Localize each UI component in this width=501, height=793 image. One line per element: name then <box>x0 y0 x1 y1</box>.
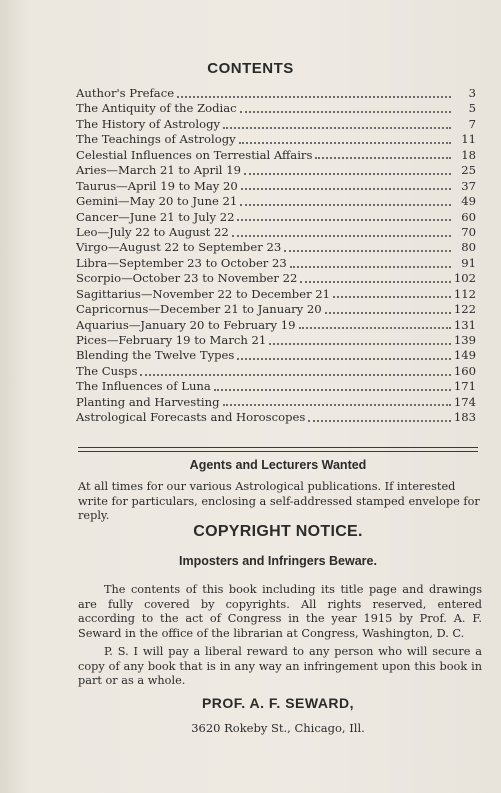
dot-leader <box>315 157 451 159</box>
toc-entry <box>76 287 476 302</box>
dot-leader <box>140 374 450 376</box>
toc-entry-title: Capricornus—December 21 to January 20 <box>76 302 322 317</box>
toc-entry-title: Author's Preface <box>76 86 175 100</box>
toc-entry-page: 139 <box>453 333 476 347</box>
toc-entry-page: 11 <box>461 132 476 147</box>
dot-leader <box>244 173 451 175</box>
toc-entry-title: Celestial Influences on Terrestial Affairs <box>76 147 313 162</box>
divider-rule <box>78 447 478 448</box>
toc-entry-page: 171 <box>453 379 476 394</box>
dot-leader <box>237 358 451 360</box>
toc-entry <box>76 86 476 101</box>
toc-entry-page: 49 <box>461 194 476 209</box>
toc-entry-page: 102 <box>453 271 476 286</box>
toc-entry <box>76 271 476 286</box>
toc-entry-page: 5 <box>468 101 476 116</box>
toc-entry-page: 131 <box>453 317 476 332</box>
dot-leader <box>237 219 451 221</box>
toc-entry-page: 149 <box>453 348 476 363</box>
toc-entry-page: 25 <box>461 163 476 178</box>
dot-leader <box>240 204 451 206</box>
toc-entry-page: 60 <box>461 209 476 224</box>
dot-leader <box>290 266 451 268</box>
dot-leader <box>223 127 451 129</box>
table-of-contents <box>76 86 476 426</box>
dot-leader <box>241 188 451 190</box>
toc-entry-page: 3 <box>468 86 476 100</box>
toc-entry-title: Virgo—August 22 to September 23 <box>76 240 282 255</box>
dot-leader <box>300 281 450 283</box>
dot-leader <box>223 404 451 406</box>
toc-entry <box>76 179 476 194</box>
toc-entry-title: Taurus—April 19 to May 20 <box>76 178 238 193</box>
toc-entry-page: 80 <box>461 240 476 255</box>
toc-entry-title: Scorpio—October 23 to November 22 <box>76 271 298 286</box>
toc-entry-title: Sagittarius—November 22 to December 21 <box>76 286 331 301</box>
toc-entry <box>76 333 476 348</box>
agents-text: At all times for our various Astrological publications. If interested write for particulars, enclosing a self-addressed stamped envelope for reply. <box>78 480 480 522</box>
toc-entry <box>76 379 476 394</box>
dot-leader <box>269 343 451 345</box>
toc-entry-title: Leo—July 22 to August 22 <box>76 224 229 239</box>
toc-entry-title: Gemini—May 20 to June 21 <box>76 194 238 209</box>
toc-entry <box>76 101 476 116</box>
toc-entry <box>76 210 476 225</box>
dot-leader <box>177 96 451 98</box>
toc-entry-page: 122 <box>453 302 476 317</box>
dot-leader <box>240 111 451 113</box>
toc-entry <box>76 163 476 178</box>
imposters-subheading: Imposters and Infringers Beware. <box>179 554 377 568</box>
reward-paragraph: P. S. I will pay a liberal reward to any person who will secure a copy of any book that is in any way an infringement upon this book in part or as a whole. <box>78 645 482 687</box>
toc-entry-title: The Antiquity of the Zodiac <box>76 101 237 116</box>
agents-heading: Agents and Lecturers Wanted <box>189 458 367 472</box>
toc-entry-page: 37 <box>461 178 476 193</box>
dot-leader <box>325 312 451 314</box>
toc-entry-page: 7 <box>468 116 476 131</box>
toc-entry <box>76 225 476 240</box>
author-signature: PROF. A. F. SEWARD, <box>201 695 355 711</box>
toc-entry <box>76 194 476 209</box>
toc-entry-title: Planting and Harvesting <box>76 394 220 409</box>
dot-leader <box>232 235 451 237</box>
toc-entry <box>76 410 476 425</box>
toc-entry <box>76 318 476 333</box>
toc-entry-title: The Cusps <box>76 363 138 378</box>
author-address: 3620 Rokeby St., Chicago, Ill. <box>191 721 365 735</box>
toc-entry-page: 112 <box>453 286 476 301</box>
toc-entry-title: The Influences of Luna <box>76 379 211 394</box>
toc-entry-title: Blending the Twelve Types <box>76 348 235 363</box>
contents-title: CONTENTS <box>207 60 294 77</box>
dot-leader <box>284 250 451 252</box>
toc-entry <box>76 148 476 163</box>
toc-entry-title: Aquarius—January 20 to February 19 <box>76 317 296 332</box>
toc-entry-title: The History of Astrology <box>76 116 221 131</box>
toc-entry <box>76 302 476 317</box>
toc-entry <box>76 132 476 147</box>
toc-entry-page: 18 <box>461 147 476 162</box>
toc-entry-page: 183 <box>453 410 476 425</box>
copyright-paragraph: The contents of this book including its title page and drawings are fully covered by copyrights. All rights reserved, entered according to the act of Congress in the year 1915 by Prof. A. F. Seward in the office of the librarian at Congress, Washington, D. C. <box>78 583 482 640</box>
divider-rule <box>78 451 478 452</box>
toc-entry-page: 174 <box>453 394 476 409</box>
toc-entry <box>76 348 476 363</box>
toc-entry-title: Cancer—June 21 to July 22 <box>76 209 235 224</box>
dot-leader <box>299 327 451 329</box>
toc-entry <box>76 364 476 379</box>
dot-leader <box>308 420 451 422</box>
toc-entry-title: The Teachings of Astrology <box>76 132 236 147</box>
toc-entry-page: 70 <box>461 224 476 239</box>
toc-entry-title: Aries—March 21 to April 19 <box>76 163 241 178</box>
toc-entry <box>76 256 476 271</box>
dot-leader <box>333 296 451 298</box>
toc-entry <box>76 117 476 132</box>
toc-entry <box>76 395 476 410</box>
dot-leader <box>214 389 451 391</box>
toc-entry-title: Libra—September 23 to October 23 <box>76 255 287 270</box>
toc-entry-title: Pices—February 19 to March 21 <box>76 333 267 347</box>
toc-entry-title: Astrological Forecasts and Horoscopes <box>76 410 306 425</box>
toc-entry <box>76 240 476 255</box>
toc-entry-page: 160 <box>453 363 476 378</box>
toc-entry-page: 91 <box>461 255 476 270</box>
copyright-heading: COPYRIGHT NOTICE. <box>193 523 363 540</box>
dot-leader <box>239 142 451 144</box>
